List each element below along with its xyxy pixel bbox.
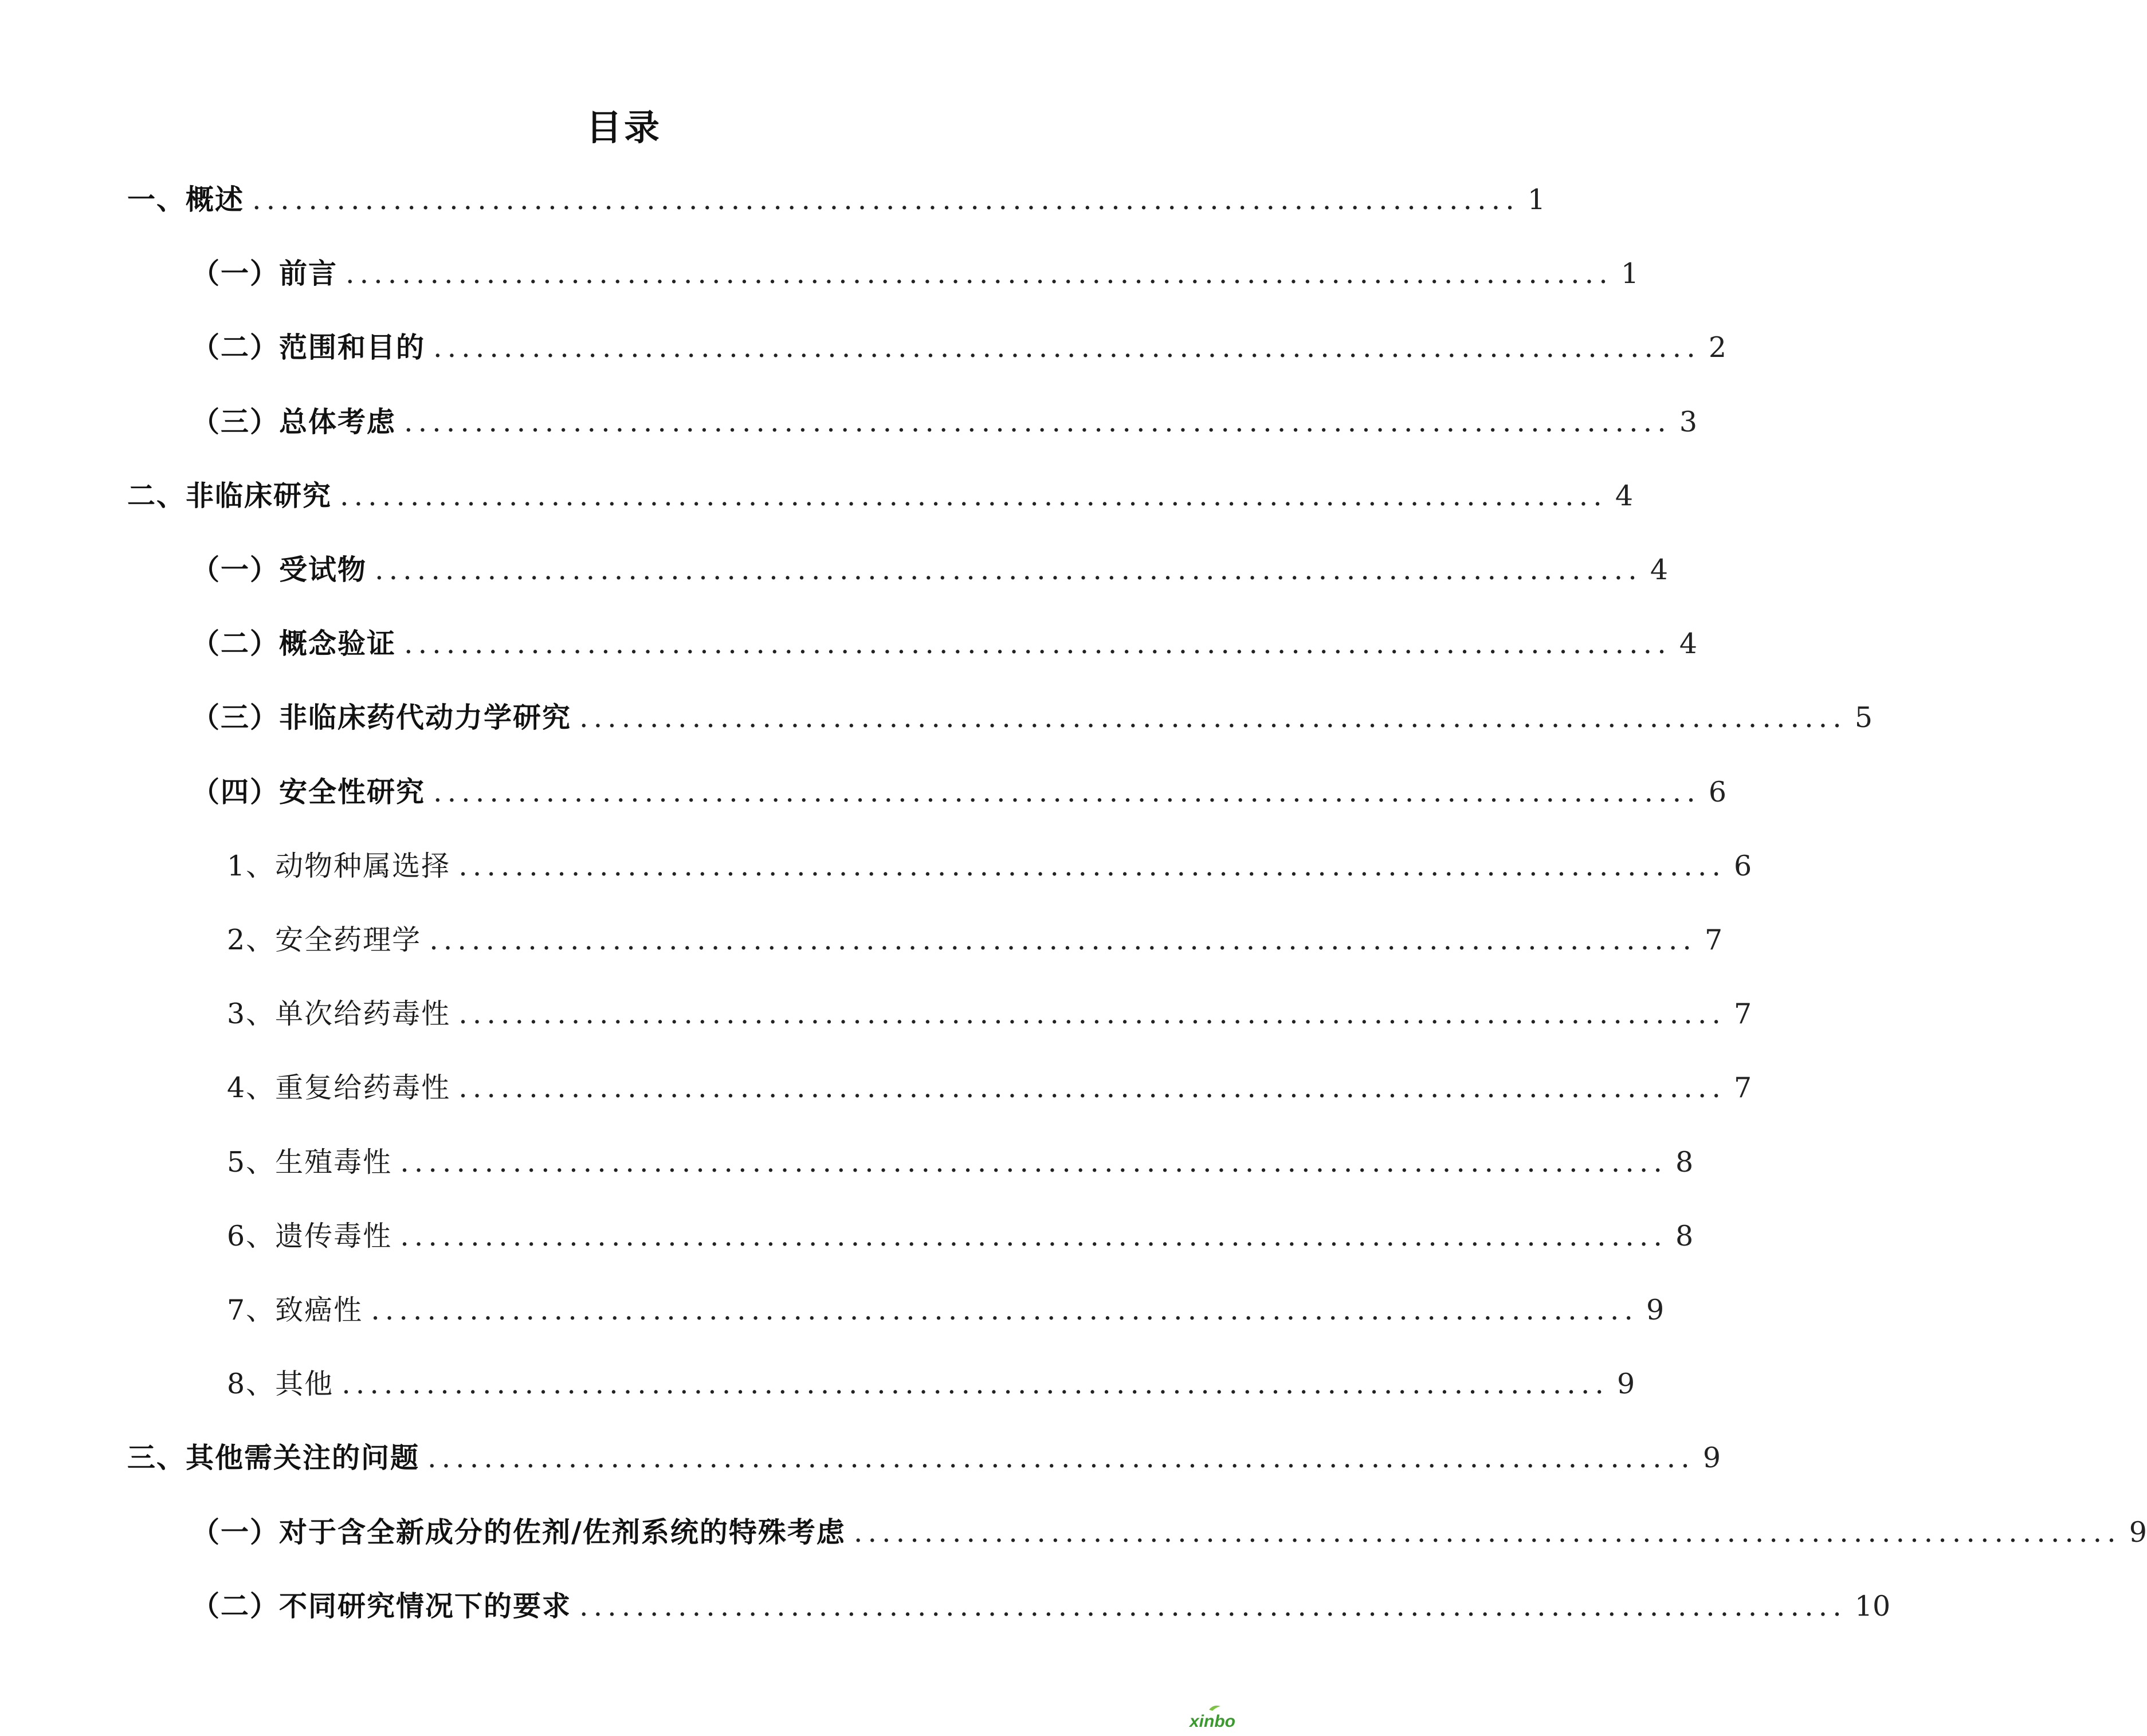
toc-entry-text: （一）对于含全新成分的佐剂/佐剂系统的特殊考虑 (191, 1515, 846, 1549)
toc-entry-text: 7、致癌性 (227, 1294, 363, 1326)
toc-leader: .......................................................................................... (433, 331, 1701, 364)
toc-entry-text: （一）前言 (191, 257, 338, 290)
toc-page-number: 4 (1650, 553, 1669, 586)
toc-entry-text: 4、重复给药毒性 (227, 1071, 451, 1105)
toc-leader: .......................................................................................... (346, 257, 1613, 290)
toc-page-number: 6 (1708, 775, 1727, 808)
toc-entry-text: （二）概念验证 (191, 627, 397, 661)
toc-entry-text: （二）不同研究情况下的要求 (191, 1589, 572, 1623)
toc-page-number: 6 (1734, 849, 1752, 882)
toc-entry-text: 1、动物种属选择 (227, 849, 451, 882)
svg-text:xinbo: xinbo (1190, 1712, 1235, 1731)
toc-leader: .......................................................................................... (579, 1589, 1847, 1623)
toc-page-number: 9 (2129, 1515, 2147, 1549)
toc-page-number: 8 (1675, 1219, 1694, 1252)
toc-page-number: 4 (1615, 479, 1634, 512)
toc-leader: .......................................................................................... (400, 1145, 1667, 1179)
toc-leader: .......................................................................................... (400, 1219, 1667, 1252)
toc-page-number: 9 (1617, 1368, 1635, 1401)
toc-entry[interactable] (227, 1145, 1694, 1180)
toc-entry-text: 5、生殖毒性 (227, 1145, 392, 1179)
toc-entry-text: （二）范围和目的 (191, 331, 426, 364)
toc-leader: .......................................................................................... (340, 479, 1607, 512)
toc-entry[interactable] (191, 1515, 2147, 1550)
toc-entry-text: （一）受试物 (191, 553, 367, 586)
toc-leader: .......................................................................................... (342, 1368, 1609, 1401)
toc-entry-text: 三、其他需关注的问题 (127, 1442, 420, 1475)
toc-leader: .......................................................................................... (252, 183, 1520, 216)
toc-entry[interactable] (191, 331, 1727, 365)
toc-page-number: 3 (1679, 405, 1698, 438)
toc-leader: .......................................................................................... (458, 1071, 1726, 1105)
toc-leader: .......................................................................................... (371, 1294, 1638, 1326)
toc-leader: .......................................................................................... (429, 924, 1697, 956)
toc-entry[interactable] (191, 775, 1727, 810)
toc-entry-text: （三）非临床药代动力学研究 (191, 701, 572, 735)
toc-entry[interactable] (227, 1071, 1752, 1105)
toc-page-number: 4 (1679, 627, 1698, 661)
toc-leader: .......................................................................................... (458, 849, 1726, 882)
toc-leader: .......................................................................................... (579, 701, 1847, 735)
toc-entry[interactable] (191, 701, 1873, 735)
toc-page-number: 8 (1675, 1145, 1694, 1179)
toc-entry[interactable] (227, 1294, 1665, 1327)
toc-page-number: 7 (1734, 1071, 1752, 1105)
toc-entry[interactable] (127, 1442, 1721, 1475)
toc-entry[interactable] (191, 627, 1698, 661)
toc-leader: .......................................................................................... (427, 1442, 1695, 1475)
toc-entry[interactable] (227, 849, 1752, 883)
toc-leader: .......................................................................................... (375, 553, 1642, 586)
toc-page-number: 9 (1702, 1442, 1721, 1475)
toc-page-number: 5 (1854, 701, 1873, 735)
toc-entry-text: 3、单次给药毒性 (227, 997, 451, 1031)
toc-entry[interactable] (227, 924, 1723, 957)
toc-leader: .......................................................................................... (433, 775, 1701, 808)
toc-entry-text: 一、概述 (127, 183, 245, 216)
toc-page-number: 7 (1734, 997, 1752, 1031)
toc-entry[interactable] (191, 1589, 1891, 1624)
toc-entry-text: 8、其他 (227, 1368, 334, 1401)
toc-entry-text: 2、安全药理学 (227, 924, 422, 956)
toc-page-number: 9 (1646, 1294, 1665, 1326)
toc-leader: .......................................................................................... (458, 997, 1726, 1031)
toc-entry[interactable] (127, 479, 1634, 513)
toc-leader: .......................................................................................... (853, 1515, 2121, 1549)
toc-page-number: 1 (1527, 183, 1546, 216)
toc-entry-text: 二、非临床研究 (127, 479, 332, 512)
toc-page-number: 10 (1854, 1589, 1891, 1623)
toc-leader: .......................................................................................... (404, 405, 1671, 438)
toc-entry[interactable] (127, 183, 1546, 217)
toc-entry-text: （四）安全性研究 (191, 775, 426, 808)
page-title: 目录 (586, 106, 662, 148)
toc-entry[interactable] (191, 405, 1698, 439)
toc-leader: .......................................................................................... (404, 627, 1671, 661)
toc-entry[interactable] (227, 997, 1752, 1031)
toc-entry[interactable] (227, 1219, 1694, 1254)
toc-entry[interactable] (191, 553, 1669, 587)
toc-entry[interactable] (191, 257, 1639, 291)
xinbo-logo-watermark (1184, 1702, 1241, 1733)
toc-page-number: 7 (1705, 924, 1723, 956)
toc-entry-text: （三）总体考虑 (191, 405, 397, 438)
toc-page-number: 1 (1620, 257, 1639, 290)
toc-entry[interactable] (227, 1368, 1635, 1401)
toc-page-number: 2 (1708, 331, 1727, 364)
toc-entry-text: 6、遗传毒性 (227, 1219, 392, 1252)
